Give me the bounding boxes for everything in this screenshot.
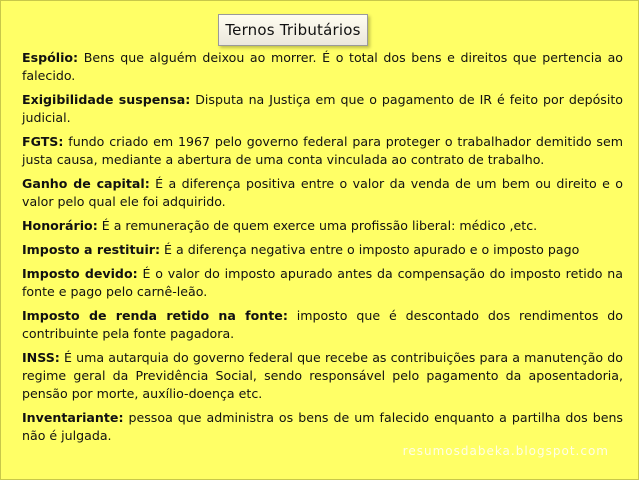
- definition: É o valor do imposto apurado antes da compensação do imposto retido na fonte e pago pelo carnê-leão.: [22, 266, 623, 299]
- term: Imposto devido:: [22, 266, 138, 281]
- glossary-entry-honorario: [22, 217, 623, 235]
- term: Exigibilidade suspensa:: [22, 92, 191, 107]
- term: Ganho de capital:: [22, 176, 150, 191]
- definition: pessoa que administra os bens de um falecido enquanto a partilha dos bens não é julgada.: [22, 410, 623, 443]
- glossary-entry-inventariante: [22, 409, 623, 445]
- term: Inventariante:: [22, 410, 124, 425]
- glossary-entry-imposto-retido: [22, 307, 623, 343]
- definition: É a diferença positiva entre o valor da venda de um bem ou direito e o valor pelo qual ele foi adquirido.: [22, 176, 623, 209]
- term: FGTS:: [22, 134, 64, 149]
- term: Imposto de renda retido na fonte:: [22, 308, 288, 323]
- definition: Bens que alguém deixou ao morrer. É o total dos bens e direitos que pertencia ao falecido.: [22, 50, 623, 83]
- definition: É uma autarquia do governo federal que recebe as contribuições para a manutenção do regime geral da Previdência Social, sendo responsável pelo pagamento da aposentadoria, pensão por morte, auxílio-doença etc.: [22, 350, 623, 401]
- glossary-entry-ganho-de-capital: [22, 175, 623, 211]
- definition: fundo criado em 1967 pelo governo federal para proteger o trabalhador demitido sem justa causa, mediante a abertura de uma conta vinculada ao contrato de trabalho.: [22, 134, 623, 167]
- term: INSS:: [22, 350, 60, 365]
- glossary-entry-inss: [22, 349, 623, 403]
- definition: É a diferença negativa entre o imposto apurado e o imposto pago: [160, 242, 580, 257]
- blog-watermark: resumosdabeka.blogspot.com: [402, 444, 609, 458]
- glossary: [22, 49, 623, 451]
- glossary-entry-fgts: [22, 133, 623, 169]
- glossary-entry-espolio: [22, 49, 623, 85]
- definition: imposto que é descontado dos rendimentos do contribuinte pela fonte pagadora.: [22, 308, 623, 341]
- glossary-entry-imposto-a-restituir: [22, 241, 623, 259]
- term: Honorário:: [22, 218, 98, 233]
- definition: É a remuneração de quem exerce uma profissão liberal: médico ,etc.: [97, 218, 538, 233]
- term: Imposto a restituir:: [22, 242, 161, 257]
- slide-title: Ternos Tributários: [218, 14, 368, 46]
- glossary-entry-imposto-devido: [22, 265, 623, 301]
- glossary-entry-exigibilidade: [22, 91, 623, 127]
- term: Espólio:: [22, 50, 79, 65]
- definition: Disputa na Justiça em que o pagamento de IR é feito por depósito judicial.: [22, 92, 623, 125]
